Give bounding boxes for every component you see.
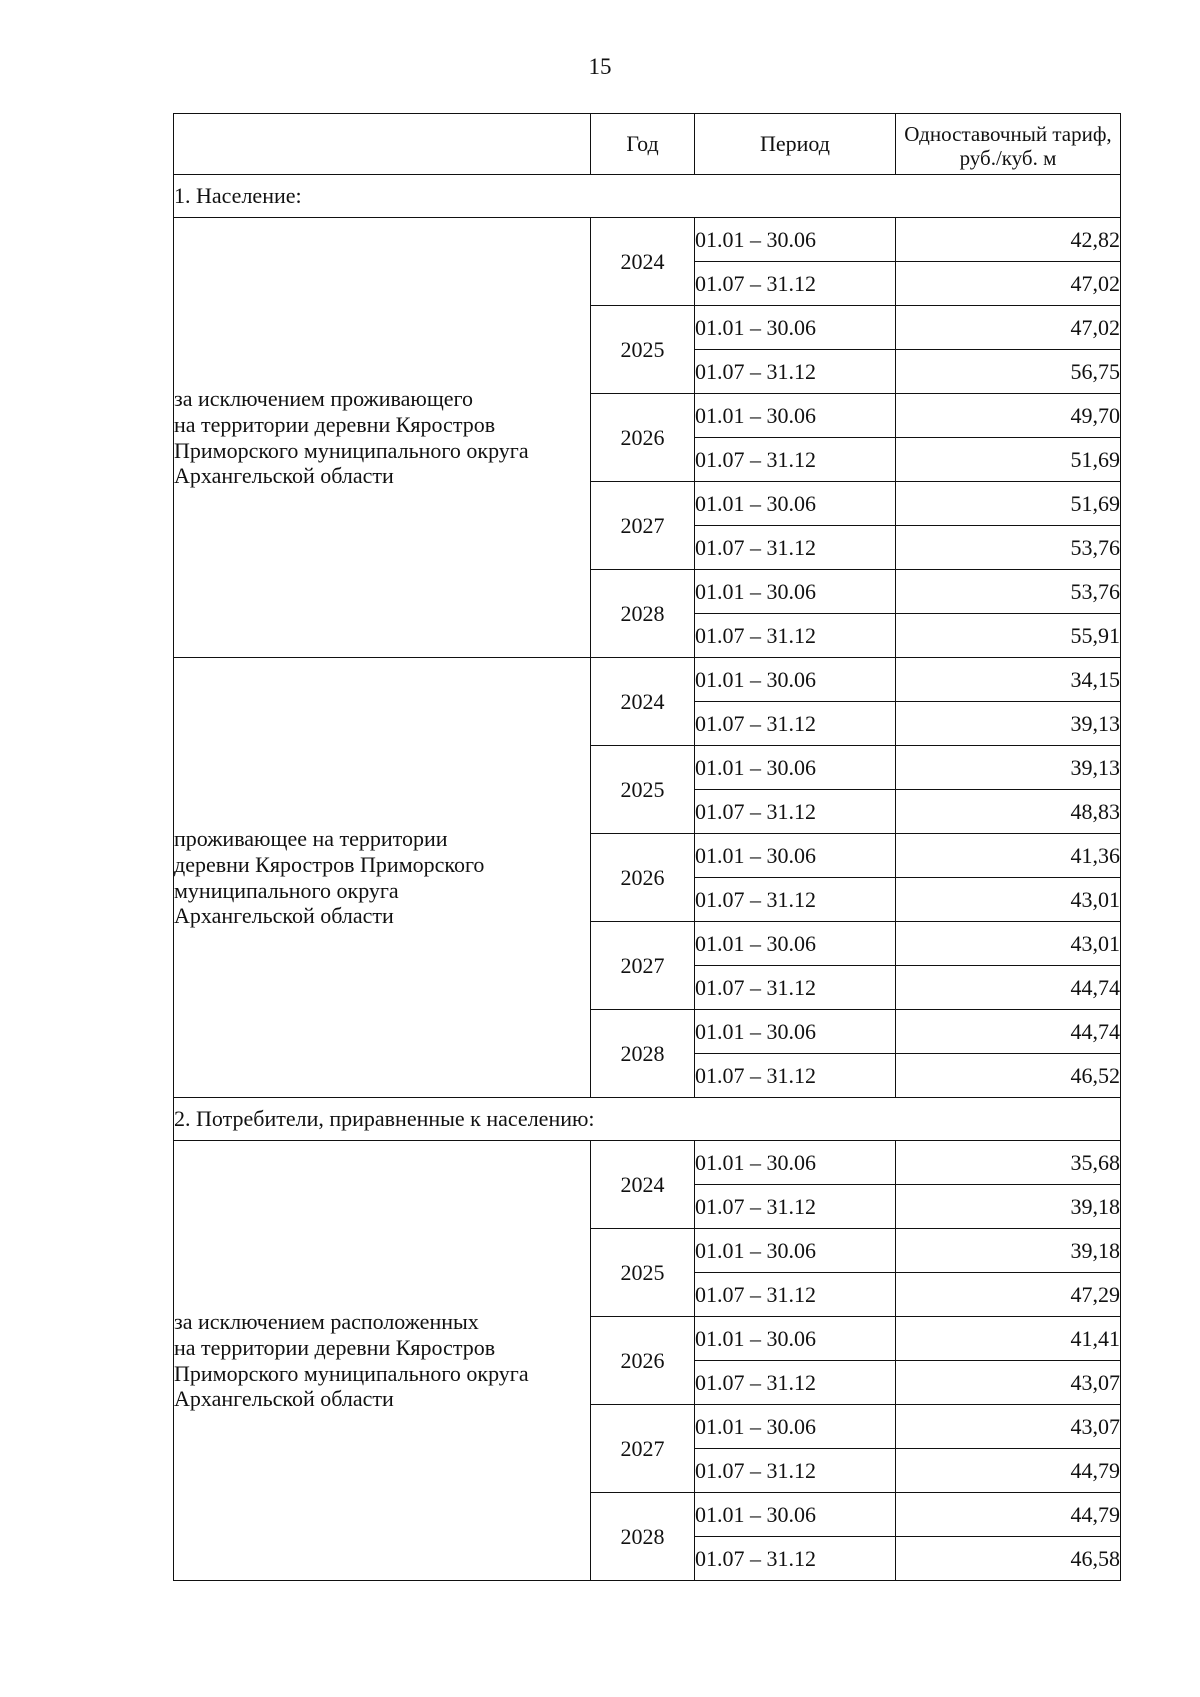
period-cell: 01.01 – 30.06	[695, 1405, 896, 1449]
period-cell: 01.01 – 30.06	[695, 834, 896, 878]
table-row	[174, 1141, 1121, 1185]
header-period: Период	[695, 114, 896, 175]
year-cell: 2025	[591, 306, 695, 394]
tariff-value-cell: 53,76	[896, 570, 1121, 614]
period-cell: 01.07 – 31.12	[695, 262, 896, 306]
tariff-value-cell: 51,69	[896, 482, 1121, 526]
period-cell: 01.07 – 31.12	[695, 1449, 896, 1493]
tariff-value-cell: 46,52	[896, 1054, 1121, 1098]
period-cell: 01.07 – 31.12	[695, 966, 896, 1010]
section-row	[174, 1098, 1121, 1141]
tariff-value-cell: 55,91	[896, 614, 1121, 658]
header-category	[174, 114, 591, 175]
tariff-table	[173, 113, 1121, 1581]
year-cell: 2024	[591, 218, 695, 306]
year-cell: 2028	[591, 1010, 695, 1098]
tariff-value-cell: 39,18	[896, 1185, 1121, 1229]
table-row	[174, 658, 1121, 702]
header-tariff: Одноставочный тариф, руб./куб. м	[896, 114, 1121, 175]
period-cell: 01.01 – 30.06	[695, 1317, 896, 1361]
year-cell: 2025	[591, 746, 695, 834]
tariff-value-cell: 44,74	[896, 1010, 1121, 1054]
period-cell: 01.07 – 31.12	[695, 790, 896, 834]
year-cell: 2028	[591, 570, 695, 658]
tariff-value-cell: 39,13	[896, 746, 1121, 790]
tariff-value-cell: 44,74	[896, 966, 1121, 1010]
period-cell: 01.01 – 30.06	[695, 1141, 896, 1185]
tariff-value-cell: 51,69	[896, 438, 1121, 482]
period-cell: 01.07 – 31.12	[695, 702, 896, 746]
tariff-value-cell: 39,13	[896, 702, 1121, 746]
period-cell: 01.01 – 30.06	[695, 306, 896, 350]
header-row	[174, 114, 1121, 175]
year-cell: 2027	[591, 482, 695, 570]
tariff-value-cell: 43,01	[896, 922, 1121, 966]
tariff-value-cell: 39,18	[896, 1229, 1121, 1273]
period-cell: 01.07 – 31.12	[695, 1537, 896, 1581]
tariff-value-cell: 41,41	[896, 1317, 1121, 1361]
tariff-value-cell: 47,02	[896, 306, 1121, 350]
tariff-value-cell: 43,07	[896, 1361, 1121, 1405]
tariff-value-cell: 48,83	[896, 790, 1121, 834]
year-cell: 2028	[591, 1493, 695, 1581]
tariff-value-cell: 35,68	[896, 1141, 1121, 1185]
consumer-group-cell	[174, 658, 591, 1098]
tariff-value-cell: 42,82	[896, 218, 1121, 262]
consumer-group-label: за исключением проживающего на территории деревни Кяростров Приморского муниципального округа Архангельской области	[174, 385, 529, 489]
consumer-group-label: проживающее на территории деревни Кяростров Приморского муниципального округа Архангельской области	[174, 825, 485, 929]
tariff-value-cell: 41,36	[896, 834, 1121, 878]
tariff-value-cell: 47,29	[896, 1273, 1121, 1317]
table-row	[174, 218, 1121, 262]
section-title: 2. Потребители, приравненные к населению:	[174, 1098, 1121, 1141]
tariff-value-cell: 34,15	[896, 658, 1121, 702]
header-year: Год	[591, 114, 695, 175]
period-cell: 01.07 – 31.12	[695, 1361, 896, 1405]
consumer-group-cell	[174, 1141, 591, 1581]
period-cell: 01.01 – 30.06	[695, 482, 896, 526]
year-cell: 2027	[591, 1405, 695, 1493]
tariff-value-cell: 44,79	[896, 1493, 1121, 1537]
year-cell: 2026	[591, 834, 695, 922]
period-cell: 01.01 – 30.06	[695, 1229, 896, 1273]
year-cell: 2024	[591, 1141, 695, 1229]
page-number: 15	[588, 54, 612, 79]
period-cell: 01.01 – 30.06	[695, 1493, 896, 1537]
year-cell: 2024	[591, 658, 695, 746]
tariff-value-cell: 56,75	[896, 350, 1121, 394]
period-cell: 01.07 – 31.12	[695, 1273, 896, 1317]
year-cell: 2026	[591, 394, 695, 482]
period-cell: 01.07 – 31.12	[695, 438, 896, 482]
period-cell: 01.01 – 30.06	[695, 1010, 896, 1054]
period-cell: 01.01 – 30.06	[695, 658, 896, 702]
section-row	[174, 175, 1121, 218]
table-header	[174, 114, 1121, 175]
period-cell: 01.07 – 31.12	[695, 1185, 896, 1229]
tariff-value-cell: 44,79	[896, 1449, 1121, 1493]
period-cell: 01.07 – 31.12	[695, 878, 896, 922]
period-cell: 01.01 – 30.06	[695, 218, 896, 262]
tariff-value-cell: 47,02	[896, 262, 1121, 306]
section-title: 1. Население:	[174, 175, 1121, 218]
period-cell: 01.01 – 30.06	[695, 746, 896, 790]
year-cell: 2027	[591, 922, 695, 1010]
tariff-value-cell: 49,70	[896, 394, 1121, 438]
period-cell: 01.07 – 31.12	[695, 614, 896, 658]
tariff-value-cell: 43,01	[896, 878, 1121, 922]
period-cell: 01.07 – 31.12	[695, 350, 896, 394]
consumer-group-label: за исключением расположенных на территории деревни Кяростров Приморского муниципального округа Архангельской области	[174, 1308, 529, 1412]
period-cell: 01.01 – 30.06	[695, 394, 896, 438]
year-cell: 2025	[591, 1229, 695, 1317]
tariff-value-cell: 46,58	[896, 1537, 1121, 1581]
tariff-value-cell: 53,76	[896, 526, 1121, 570]
period-cell: 01.07 – 31.12	[695, 1054, 896, 1098]
table-body	[174, 175, 1121, 1581]
period-cell: 01.01 – 30.06	[695, 922, 896, 966]
consumer-group-cell	[174, 218, 591, 658]
period-cell: 01.07 – 31.12	[695, 526, 896, 570]
tariff-value-cell: 43,07	[896, 1405, 1121, 1449]
period-cell: 01.01 – 30.06	[695, 570, 896, 614]
year-cell: 2026	[591, 1317, 695, 1405]
